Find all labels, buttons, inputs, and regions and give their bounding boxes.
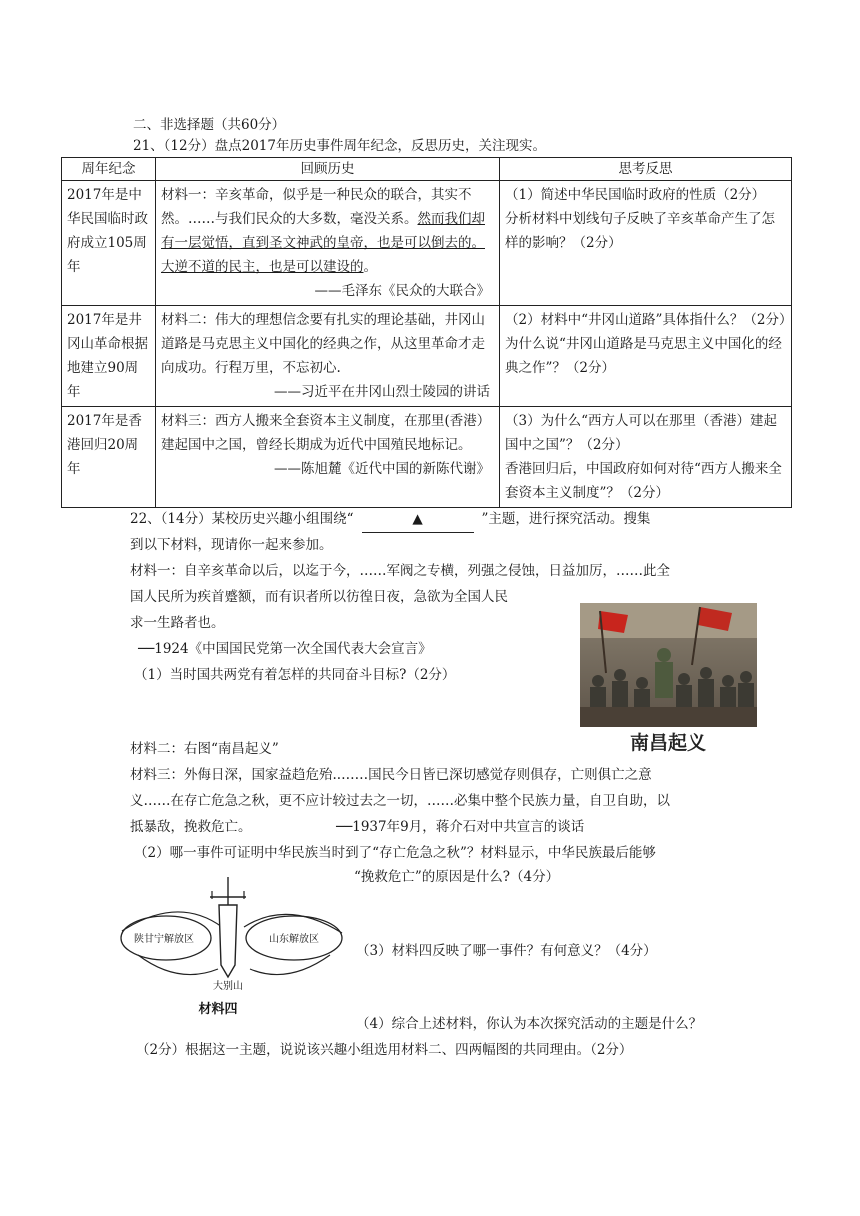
table-row bbox=[62, 306, 792, 407]
table-row bbox=[62, 407, 792, 508]
question-cell bbox=[500, 181, 792, 306]
question-2-line1: （2）哪一事件可证明中华民族当时到了“存亡危急之秋”？材料显示，中华民族最后能够 bbox=[134, 845, 656, 861]
material-text-end: 。 bbox=[363, 259, 377, 275]
question-text: （3）为什么“西方人可以在那里（香港）建起国中之国”？（2分） bbox=[505, 413, 777, 453]
material-text: 材料二：伟大的理想信念要有扎实的理论基础，井冈山道路是马克思主义中国化的经典之作，从这里革命才走向成功。行程万里，不忘初心. bbox=[161, 312, 485, 376]
section-title: 二、非选择题（共60分） bbox=[133, 117, 286, 133]
material-source: ——陈旭麓《近代中国的新陈代谢》 bbox=[274, 461, 490, 477]
material3-line2: 义……在存亡危急之秋，更不应计较过去之一切，……必集中整个民族力量，自卫自助，以 bbox=[130, 793, 670, 809]
q21-intro: 21、（12分）盘点2017年历史事件周年纪念，反思历史，关注现实。 bbox=[133, 138, 546, 154]
material-cell bbox=[156, 181, 500, 306]
q22-intro bbox=[130, 506, 750, 533]
header-reflection: 思考反思 bbox=[500, 158, 792, 181]
q21-table bbox=[61, 157, 792, 508]
shandong-label: 山东解放区 bbox=[269, 934, 319, 945]
question-cell bbox=[500, 407, 792, 508]
question-text: 为什么说“井冈山道路是马克思主义中国化的经典之作”？（2分） bbox=[505, 336, 782, 376]
material-source: ——习近平在井冈山烈士陵园的讲话 bbox=[274, 384, 490, 400]
dabie-mountain-map bbox=[118, 875, 350, 1015]
material4-diagram bbox=[118, 875, 350, 1015]
underlined-sentence: 然而我们却有一层觉悟，直到圣文神武的皇帝，也是可以倒去的。大逆不道的民主，也是可以建设的 bbox=[161, 211, 485, 275]
q22-intro-text-end: ”主题，进行探究活动。搜集 bbox=[481, 511, 651, 527]
question-text: （2）材料中“井冈山道路”具体指什么？（2分） bbox=[505, 312, 793, 328]
question-cell bbox=[500, 306, 792, 407]
anniversary-cell: 2017年是中华民国临时政府成立105周年 bbox=[62, 181, 156, 306]
nanchang-uprising-image bbox=[580, 603, 757, 755]
material1-source: ──1924《中国国民党第一次全国代表大会宣言》 bbox=[138, 641, 432, 657]
question-4-line2: （2分）根据这一主题，说说该兴趣小组选用材料二、四两幅图的共同理由。（2分） bbox=[136, 1042, 633, 1058]
material-text: 材料三：西方人搬来全套资本主义制度，在那里(香港）建起国中之国，曾经长期成为近代中国殖民地标记。 bbox=[161, 413, 491, 453]
table-row bbox=[62, 181, 792, 306]
material-cell bbox=[156, 306, 500, 407]
header-anniversary: 周年纪念 bbox=[62, 158, 156, 181]
anniversary-cell: 2017年是香港回归20周年 bbox=[62, 407, 156, 508]
question-text: （1）简述中华民国临时政府的性质（2分） bbox=[505, 187, 766, 203]
anniversary-cell: 2017年是井冈山革命根据地建立90周年 bbox=[62, 306, 156, 407]
material3-source: ──1937年9月，蒋介石对中共宣言的谈话 bbox=[336, 819, 585, 835]
question-text: 香港回归后，中国政府如何对待“西方人搬来全套资本主义制度”？（2分） bbox=[505, 461, 782, 501]
header-history: 回顾历史 bbox=[156, 158, 500, 181]
material1-line3: 求一生路者也。 bbox=[130, 615, 225, 631]
material3-line3: 抵暴敌，挽救危亡。 bbox=[130, 819, 252, 835]
answer-blank[interactable] bbox=[362, 506, 474, 533]
shaanganning-label: 陕甘宁解放区 bbox=[134, 934, 194, 945]
question-1: （1）当时国共两党有着怎样的共同奋斗目标?（2分） bbox=[134, 667, 456, 683]
dabie-label: 大别山 bbox=[213, 981, 243, 992]
material1-line2: 国人民所为疾首蹙额，而有识者所以彷徨日夜，急欲为全国人民 bbox=[130, 589, 508, 605]
painting-illustration bbox=[580, 603, 757, 755]
material2-line: 材料二：右图“南昌起义” bbox=[130, 741, 279, 757]
q22-intro-text: 22、（14分）某校历史兴趣小组围绕“ bbox=[130, 511, 354, 527]
material-cell bbox=[156, 407, 500, 508]
blank-marker: ▲ bbox=[412, 511, 423, 527]
photo-caption: 南昌起义 bbox=[629, 732, 707, 754]
material3-line1: 材料三：外侮日深，国家益趋危殆..……国民今日皆已深切感觉存则俱存，亡则俱亡之意 bbox=[130, 767, 652, 783]
question-text: 分析材料中划线句子反映了辛亥革命产生了怎样的影响？（2分） bbox=[505, 211, 775, 251]
material1-line1: 材料一：自辛亥革命以后，以迄于今，……军阀之专横，列强之侵蚀，日益加厉，……此全 bbox=[130, 563, 670, 579]
question-4-line1: （4）综合上述材料，你认为本次探究活动的主题是什么？ bbox=[356, 1016, 703, 1032]
question-2-line2: “挽救危亡”的原因是什么?（4分） bbox=[354, 869, 560, 885]
material-source: ——毛泽东《民众的大联合》 bbox=[314, 283, 490, 299]
table-header-row bbox=[62, 158, 792, 181]
arrow-shape bbox=[219, 905, 237, 977]
material4-caption: 材料四 bbox=[198, 1002, 238, 1015]
question-3: （3）材料四反映了哪一事件？有何意义？（4分） bbox=[356, 943, 657, 959]
material-text: 材料一：辛亥革命，似乎是一种民众的联合，其实不然。……与我们民众的大多数，毫没关系。 bbox=[161, 187, 472, 227]
q22-line2: 到以下材料，现请你一起来参加。 bbox=[130, 537, 333, 553]
